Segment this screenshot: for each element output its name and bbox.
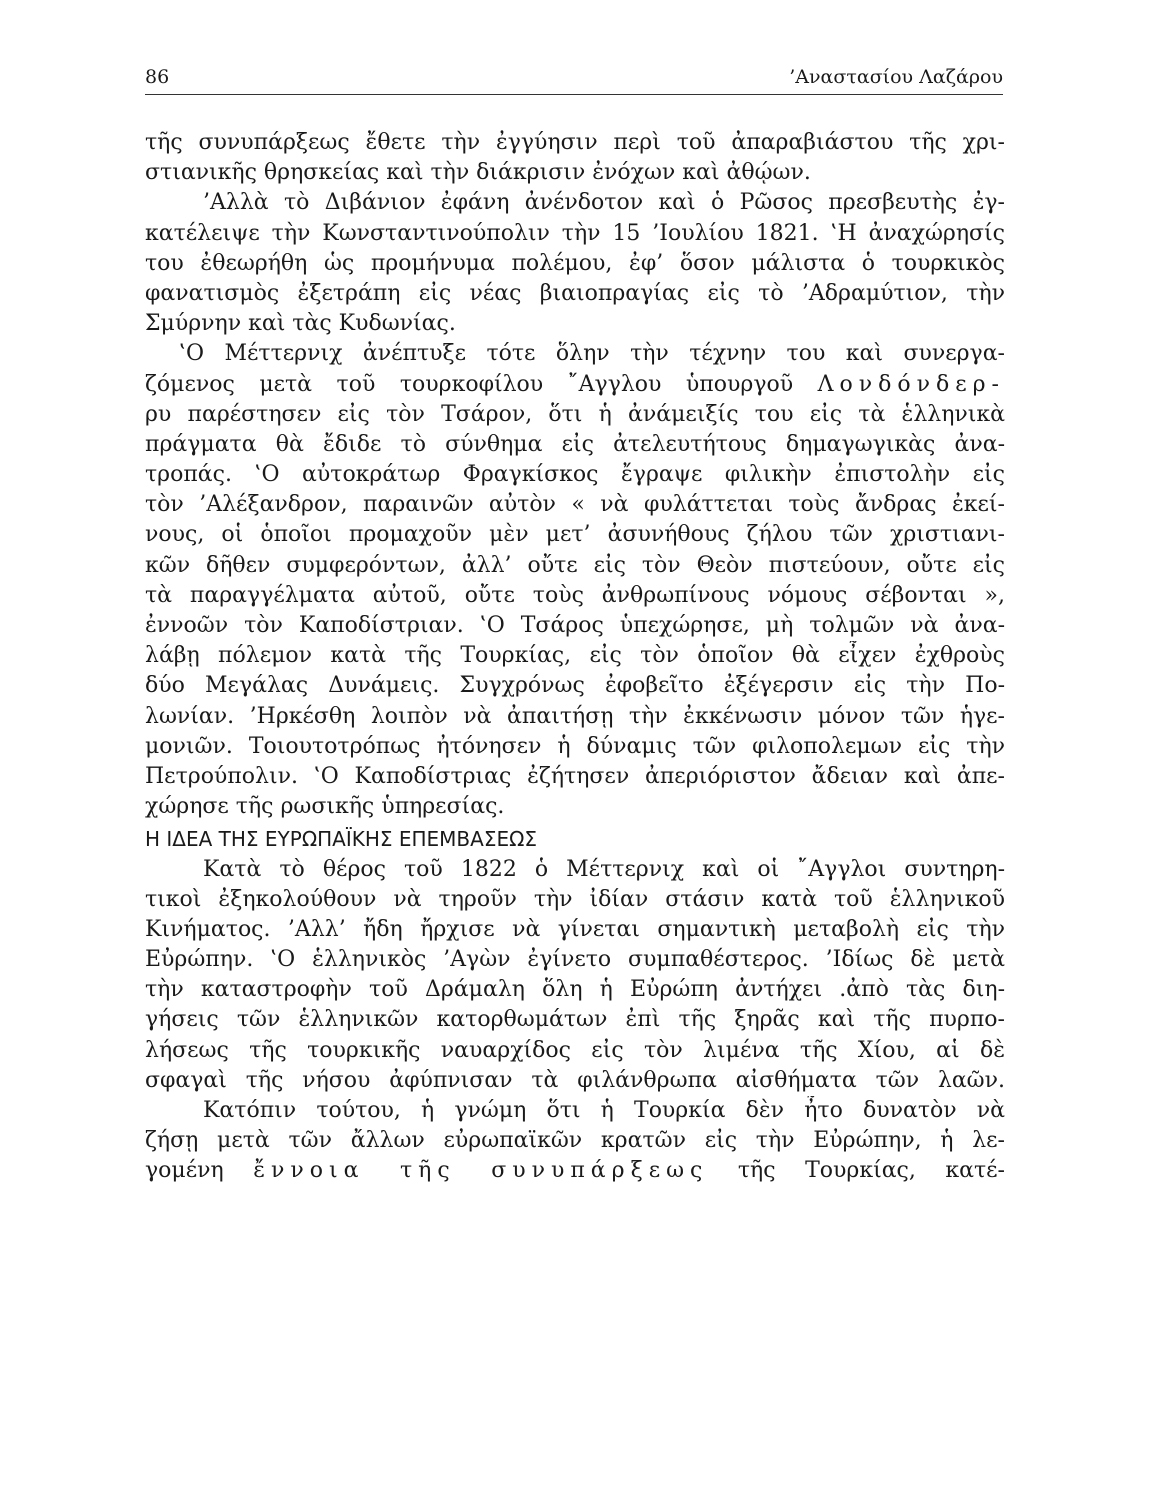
text-line: Εὐρώπην. ‛Ο ἑλληνικὸς ’Αγὼν ἐγίνετο συμπαθέστερος. ’Ιδίως δὲ μετὰ: [145, 947, 1005, 973]
spaced-phrase: ἔννοια τῆς συνυπάρξεως: [253, 1158, 709, 1184]
text-line: [145, 1156, 1005, 1186]
text-line: ζήσῃ μετὰ τῶν ἄλλων εὐρωπαϊκῶν κρατῶν εἰς τὴν Εὐρώπην, ἡ λε-: [145, 1128, 1005, 1154]
text-line: Σμύρνην καὶ τὰς Κυδωνίας.: [145, 311, 456, 337]
text-line: του ἐθεωρήθη ὡς προμήνυμα πολέμου, ἐφ’ ὅσον μάλιστα ὁ τουρκικὸς: [145, 250, 1005, 276]
text-fragment: γομένη: [145, 1158, 224, 1184]
text-line: νους, οἱ ὁποῖοι προμαχοῦν μὲν μετ’ ἀσυνήθους ζήλου τῶν χριστιανι-: [145, 522, 1005, 548]
text-line: δύο Μεγάλας Δυνάμεις. Συγχρόνως ἐφοβεῖτο ἐξέγερσιν εἰς τὴν Πο-: [145, 673, 1005, 699]
text-line: Πετρούπολιν. ‛Ο Καποδίστριας ἐζήτησεν ἀπεριόριστον ἄδειαν καὶ ἀπε-: [145, 763, 1005, 789]
text-line: τὴν καταστροφὴν τοῦ Δράμαλη ὅλη ἡ Εὐρώπη ἀντήχει .ἀπὸ τὰς διη-: [145, 977, 1005, 1003]
text-line: τῆς συνυπάρξεως ἔθετε τὴν ἐγγύησιν περὶ τοῦ ἀπαραβιάστου τῆς χρι-: [145, 130, 1005, 155]
text-line: λωνίαν. ’Ηρκέσθη λοιπὸν νὰ ἀπαιτήσῃ τὴν ἐκκένωσιν μόνον τῶν ἡγε-: [145, 703, 1005, 729]
text-line: ’Αλλὰ τὸ Διβάνιον ἐφάνη ἀνένδοτον καὶ ὁ Ρῶσος πρεσβευτὴς ἐγ-: [203, 190, 1005, 216]
text-line: στιανικῆς θρησκείας καὶ τὴν διάκρισιν ἐνόχων καὶ ἀθῴων.: [145, 160, 811, 186]
text-line: πράγματα θὰ ἔδιδε τὸ σύνθημα εἰς ἀτελευτήτους δημαγωγικὰς ἀνα-: [145, 431, 1005, 457]
text-line: σφαγαὶ τῆς νήσου ἀφύπνισαν τὰ φιλάνθρωπα αἰσθήματα τῶν λαῶν.: [145, 1067, 1005, 1093]
body-text: [145, 128, 1005, 1187]
text-line: ‛Ο Μέττερνιχ ἀνέπτυξε τότε ὅλην τὴν τέχνην του καὶ συνεργα-: [179, 341, 1005, 367]
text-line: Κατὰ τὸ θέρος τοῦ 1822 ὁ Μέττερνιχ καὶ οἱ ῎Αγγλοι συντηρη-: [203, 856, 1005, 882]
page-number: 86: [145, 66, 170, 88]
text-line: κῶν δῆθεν συμφερόντων, ἀλλ’ οὔτε εἰς τὸν Θεὸν πιστεύουν, οὔτε εἰς: [145, 552, 1005, 578]
running-title: ’Αναστασίου Λαζάρου: [789, 66, 1003, 88]
page-header: [145, 64, 1003, 95]
text-line: τὰ παραγγέλματα αὐτοῦ, οὔτε τοὺς ἀνθρωπίνους νόμους σέβονται »,: [145, 582, 1005, 608]
section-heading: Η ΙΔΕΑ ΤΗΣ ΕΥΡΩΠΑΪΚΗΣ ΕΠΕΜΒΑΣΕΩΣ: [145, 827, 538, 852]
text-line: Κινήματος. ’Αλλ’ ἤδη ἤρχισε νὰ γίνεται σημαντικὴ μεταβολὴ εἰς τὴν: [145, 916, 1005, 942]
text-line: Κατόπιν τούτου, ἡ γνώμη ὅτι ἡ Τουρκία δὲν ἦτο δυνατὸν νὰ: [203, 1098, 1005, 1123]
text-fragment: ζόμενος μετὰ τοῦ τουρκοφίλου ῎Αγγλου ὑπουργοῦ: [145, 371, 794, 397]
text-line: τροπάς. ‛Ο αὐτοκράτωρ Φραγκίσκος ἔγραψε φιλικὴν ἐπιστολὴν εἰς: [145, 462, 1005, 488]
text-line: τικοὶ ἐξηκολούθουν νὰ τηροῦν τὴν ἰδίαν στάσιν κατὰ τοῦ ἑλληνικοῦ: [145, 886, 1005, 912]
spaced-name: Λονδόνδερ-: [817, 371, 1005, 397]
text-line: λήσεως τῆς τουρκικῆς ναυαρχίδος εἰς τὸν λιμένα τῆς Χίου, αἱ δὲ: [145, 1037, 1005, 1063]
text-fragment: τῆς Τουρκίας, κατέ-: [737, 1158, 1005, 1184]
text-line: λάβῃ πόλεμον κατὰ τῆς Τουρκίας, εἰς τὸν ὁποῖον θὰ εἶχεν ἐχθροὺς: [145, 643, 1005, 669]
text-line: κατέλειψε τὴν Κωνσταντινούπολιν τὴν 15 ’Ιουλίου 1821. ‛Η ἀναχώρησίς: [145, 220, 1005, 246]
text-line: μονιῶν. Τοιουτοτρόπως ἠτόνησεν ἡ δύναμις τῶν φιλοπολεμων εἰς τὴν: [145, 733, 1005, 759]
text-line: ρυ παρέστησεν εἰς τὸν Τσάρον, ὅτι ἡ ἀνάμειξίς του εἰς τὰ ἑλληνικὰ: [145, 401, 1005, 427]
text-line: γήσεις τῶν ἑλληνικῶν κατορθωμάτων ἐπὶ τῆς ξηρᾶς καὶ τῆς πυρπο-: [145, 1007, 1005, 1033]
text-line: φανατισμὸς ἐξετράπη εἰς νέας βιαιοπραγίας εἰς τὸ ’Αδραμύτιον, τὴν: [145, 280, 1005, 306]
text-line: τὸν ’Αλέξανδρον, παραινῶν αὐτὸν « νὰ φυλάττεται τοὺς ἄνδρας ἐκεί-: [145, 492, 1005, 518]
text-line: ἐννοῶν τὸν Καποδίστριαν. ‛Ο Τσάρος ὑπεχώρησε, μὴ τολμῶν νὰ ἀνα-: [145, 613, 1005, 638]
text-line: [145, 370, 1005, 400]
text-line: χώρησε τῆς ρωσικῆς ὑπηρεσίας.: [145, 794, 505, 820]
